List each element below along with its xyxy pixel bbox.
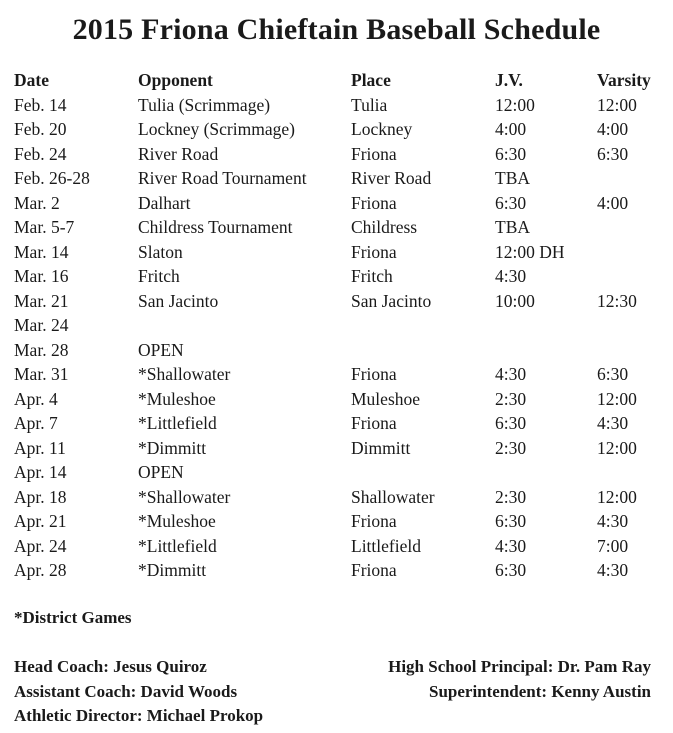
cell-jv: 6:30	[495, 560, 527, 580]
cell-varsity: 7:00	[597, 535, 629, 556]
schedule-rows	[14, 93, 669, 583]
cell-place: Childress	[351, 217, 418, 237]
header-date: Date	[14, 70, 49, 90]
cell-jv: 12:00 DH	[495, 241, 565, 262]
cell-place: Friona	[351, 560, 397, 580]
staff-left	[14, 655, 263, 729]
cell-varsity: 4:30	[597, 413, 629, 433]
schedule-table	[14, 68, 669, 583]
cell-date: Feb. 20	[14, 119, 67, 139]
cell-jv: TBA	[495, 168, 530, 188]
header-place: Place	[351, 70, 391, 90]
cell-place: Fritch	[351, 266, 393, 286]
cell-opponent: Childress Tournament	[138, 217, 293, 237]
cell-date: Apr. 21	[14, 511, 67, 531]
cell-jv: 6:30	[495, 511, 527, 531]
header-varsity: Varsity	[597, 70, 651, 90]
cell-varsity: 6:30	[597, 364, 629, 384]
cell-opponent: Slaton	[138, 241, 183, 262]
table-row	[14, 240, 669, 265]
cell-opponent: *Dimmitt	[138, 560, 207, 580]
cell-varsity: 12:00	[597, 388, 637, 409]
cell-varsity: 4:30	[597, 511, 629, 531]
table-row	[14, 166, 669, 191]
cell-opponent: *Muleshoe	[138, 511, 216, 531]
cell-date: Apr. 4	[14, 388, 58, 409]
footnote: *District Games	[14, 608, 132, 627]
cell-opponent: Dalhart	[138, 192, 191, 213]
table-row	[14, 93, 669, 118]
cell-varsity: 12:00	[597, 437, 637, 458]
table-row	[14, 289, 669, 314]
page-title: 2015 Friona Chieftain Baseball Schedule	[72, 13, 601, 46]
assistant-coach: Assistant Coach: David Woods	[14, 681, 238, 701]
cell-date: Mar. 28	[14, 339, 69, 360]
cell-date: Feb. 26-28	[14, 168, 90, 188]
cell-place: Muleshoe	[351, 388, 421, 409]
cell-varsity: 12:30	[597, 290, 637, 311]
table-row	[14, 485, 669, 510]
header-jv: J.V.	[495, 70, 523, 90]
cell-varsity: 4:00	[597, 119, 629, 139]
cell-date: Apr. 11	[14, 437, 66, 458]
cell-jv: 2:30	[495, 486, 527, 507]
cell-place: Tulia	[351, 94, 388, 115]
cell-date: Mar. 14	[14, 241, 69, 262]
table-row	[14, 411, 669, 436]
cell-jv: TBA	[495, 217, 530, 237]
cell-opponent: River Road	[138, 143, 219, 164]
cell-opponent: Lockney (Scrimmage)	[138, 119, 295, 139]
cell-place: Dimmitt	[351, 437, 411, 458]
cell-date: Mar. 31	[14, 364, 69, 384]
cell-varsity: 4:30	[597, 560, 629, 580]
cell-date: Mar. 24	[14, 315, 69, 335]
table-header	[14, 68, 669, 93]
cell-jv: 4:30	[495, 266, 527, 286]
cell-place: Friona	[351, 143, 397, 164]
principal: High School Principal: Dr. Pam Ray	[388, 657, 651, 676]
table-row	[14, 558, 669, 583]
cell-date: Mar. 5-7	[14, 217, 75, 237]
table-row	[14, 313, 669, 338]
cell-opponent: *Littlefield	[138, 535, 217, 556]
cell-date: Mar. 21	[14, 290, 69, 311]
cell-jv: 6:30	[495, 143, 527, 164]
cell-jv: 4:30	[495, 364, 527, 384]
cell-place: Friona	[351, 364, 397, 384]
cell-date: Mar. 2	[14, 192, 60, 213]
table-row	[14, 460, 669, 485]
table-row	[14, 142, 669, 167]
superintendent: Superintendent: Kenny Austin	[429, 681, 651, 701]
cell-jv: 12:00	[495, 94, 535, 115]
cell-place: Lockney	[351, 119, 413, 139]
cell-varsity: 6:30	[597, 143, 629, 164]
table-row	[14, 362, 669, 387]
cell-date: Mar. 16	[14, 266, 69, 286]
cell-varsity: 12:00	[597, 94, 637, 115]
cell-place: Friona	[351, 413, 397, 433]
cell-jv: 6:30	[495, 192, 527, 213]
table-row	[14, 264, 669, 289]
athletic-director: Athletic Director: Michael Prokop	[14, 706, 264, 725]
cell-jv: 4:00	[495, 119, 527, 139]
cell-jv: 10:00	[495, 290, 535, 311]
table-row	[14, 534, 669, 559]
cell-date: Apr. 14	[14, 462, 67, 482]
cell-place: Shallowater	[351, 486, 435, 507]
table-row	[14, 509, 669, 534]
staff-right	[388, 655, 651, 704]
cell-place: Littlefield	[351, 535, 421, 556]
cell-opponent: *Dimmitt	[138, 437, 207, 458]
cell-place: River Road	[351, 168, 432, 188]
cell-opponent: San Jacinto	[138, 290, 219, 311]
cell-opponent: Tulia (Scrimmage)	[138, 94, 271, 115]
table-row	[14, 117, 669, 142]
cell-date: Apr. 28	[14, 560, 67, 580]
table-row	[14, 338, 669, 363]
cell-jv: 2:30	[495, 388, 527, 409]
cell-date: Feb. 24	[14, 143, 67, 164]
cell-place: Friona	[351, 241, 397, 262]
cell-date: Feb. 14	[14, 94, 67, 115]
table-row	[14, 215, 669, 240]
cell-jv: 4:30	[495, 535, 527, 556]
cell-opponent: OPEN	[138, 339, 184, 360]
cell-opponent: *Shallowater	[138, 364, 231, 384]
cell-opponent: Fritch	[138, 266, 180, 286]
cell-date: Apr. 7	[14, 413, 58, 433]
cell-varsity: 12:00	[597, 486, 637, 507]
cell-opponent: *Muleshoe	[138, 388, 216, 409]
cell-place: Friona	[351, 192, 397, 213]
table-row	[14, 436, 669, 461]
cell-date: Apr. 24	[14, 535, 67, 556]
cell-opponent: River Road Tournament	[138, 168, 307, 188]
cell-varsity: 4:00	[597, 192, 629, 213]
head-coach: Head Coach: Jesus Quiroz	[14, 657, 207, 676]
cell-place: Friona	[351, 511, 397, 531]
header-opponent: Opponent	[138, 70, 213, 90]
table-row	[14, 191, 669, 216]
cell-opponent: *Littlefield	[138, 413, 217, 433]
cell-opponent: *Shallowater	[138, 486, 231, 507]
cell-jv: 6:30	[495, 413, 527, 433]
cell-place: San Jacinto	[351, 290, 432, 311]
table-row	[14, 387, 669, 412]
cell-date: Apr. 18	[14, 486, 67, 507]
cell-opponent: OPEN	[138, 462, 184, 482]
cell-jv: 2:30	[495, 437, 527, 458]
